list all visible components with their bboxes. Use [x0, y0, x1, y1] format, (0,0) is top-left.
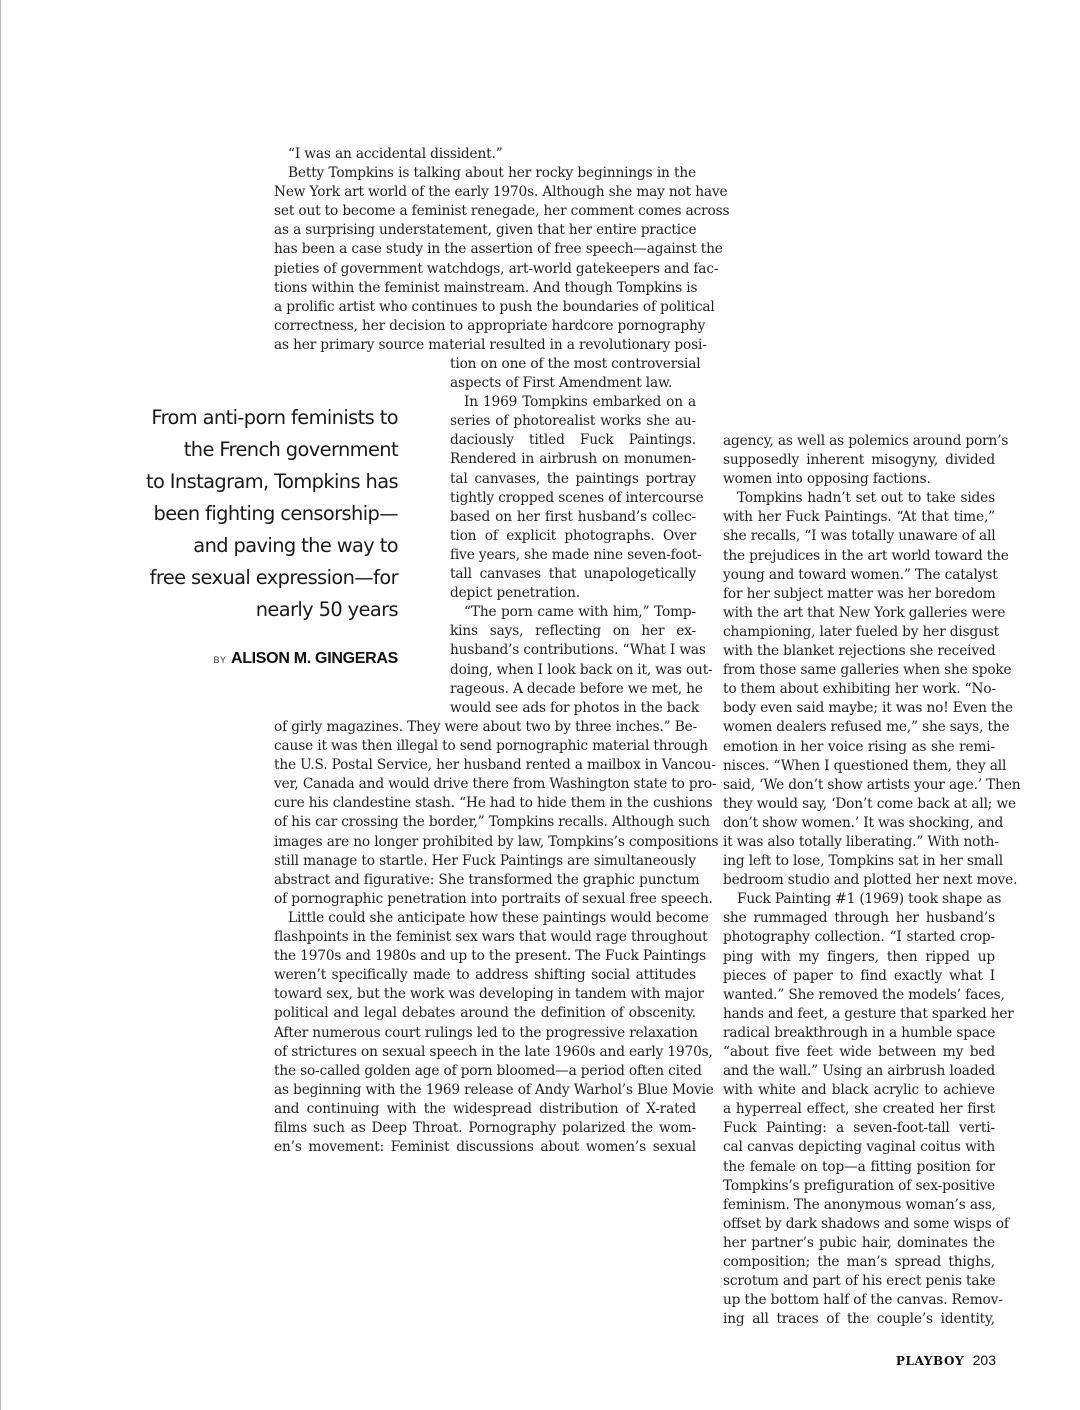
text-line: photography collection. “I started crop- [723, 929, 995, 946]
text-line: she recalls, “I was totally unaware of all [723, 528, 996, 545]
pull-quote-line: free sexual expression—for [149, 566, 398, 589]
text-line: tion on one of the most controversial [450, 356, 701, 372]
byline-author: ALISON M. GINGERAS [230, 650, 398, 667]
text-line: political and legal debates around the definition of obscenity. [274, 1005, 696, 1022]
text-line: it was also totally liberating.” With noth- [723, 833, 999, 850]
text-line: Rendered in airbrush on monumen- [450, 451, 696, 468]
text-line: cal canvas depicting vaginal coitus with [723, 1139, 995, 1156]
text-line: New York art world of the early 1970s. Although she may not have [274, 184, 728, 201]
text-line: from those same galleries when she spoke [723, 662, 1012, 679]
text-line: composition; the man’s spread thighs, [723, 1254, 995, 1271]
text-line: of girly magazines. They were about two by three inches.” Be- [274, 719, 698, 735]
text-line: of strictures on sexual speech in the late 1960s and early 1970s, [274, 1043, 713, 1060]
text-line: After numerous court rulings led to the progressive relaxation [274, 1024, 698, 1041]
text-line: with white and black acrylic to achieve [723, 1082, 995, 1099]
text-line: the 1970s and 1980s and up to the present. The Fuck Paintings [274, 948, 706, 965]
text-line: tal canvases, the paintings portray [450, 470, 696, 487]
pull-quote-line: the French government [183, 438, 398, 461]
text-line: and the wall.” Using an airbrush loaded [723, 1063, 995, 1080]
text-line: radical breakthrough in a humble space [723, 1024, 996, 1041]
page-number: 203 [972, 1352, 996, 1368]
magazine-name: PLAYBOY [895, 1354, 965, 1368]
text-line: cause it was then illegal to send pornographic material through [274, 738, 708, 755]
text-block-right-column [723, 432, 1021, 1329]
text-line: agency, as well as polemics around porn’s [723, 433, 1009, 449]
text-line: daciously titled Fuck Paintings. [450, 432, 696, 449]
pull-quote-line: to Instagram, Tompkins has [145, 470, 398, 493]
text-line: tion of explicit photographs. Over [450, 527, 696, 544]
text-line: flashpoints in the feminist sex wars that would rage throughout [274, 929, 708, 946]
text-line: offset by dark shadows and some wisps of [723, 1215, 1009, 1232]
text-line: the so-called golden age of porn bloomed—a period often cited [274, 1062, 702, 1079]
text-block-upper [274, 145, 730, 355]
text-line: a hyperreal effect, she created her first [723, 1101, 995, 1118]
text-line: series of photorealist works she au- [450, 413, 696, 430]
text-line: tightly cropped scenes of intercourse [450, 489, 704, 506]
text-line: a prolific artist who continues to push the boundaries of political [274, 298, 715, 315]
text-line: ping with my fingers, then ripped up [723, 948, 995, 965]
text-line: the prejudices in the art world toward the [723, 547, 1009, 564]
text-line: five years, she made nine seven-foot- [450, 546, 702, 563]
text-line: they would say, ‘Don’t come back at all; we [723, 795, 1016, 812]
text-line: bedroom studio and plotted her next move. [723, 872, 1018, 889]
text-line: kins says, reflecting on her ex- [450, 623, 696, 640]
text-line: said, ‘We don’t show artists your age.’ Then [723, 776, 1021, 793]
text-line: set out to become a feminist renegade, her comment comes across [274, 203, 730, 220]
text-line: husband’s contributions. “What I was [450, 642, 706, 659]
pull-quote-line: From anti-porn feminists to [151, 406, 398, 429]
text-line: ing all traces of the couple’s identity, [723, 1311, 995, 1328]
text-line: women into opposing factions. [723, 471, 931, 488]
text-line: her partner’s pubic hair, dominates the [723, 1234, 995, 1251]
text-line: to them about exhibiting her work. “No- [723, 681, 996, 698]
pull-quote-line: been fighting censorship— [153, 502, 398, 525]
text-line: doing, when I look back on it, was out- [450, 661, 713, 678]
text-line: ing left to lose, Tompkins sat in her small [723, 853, 1004, 870]
text-line: Tompkins hadn’t set out to take sides [737, 490, 995, 507]
text-line: based on her first husband’s collec- [450, 508, 696, 525]
text-line: ver, Canada and would drive there from Washington state to pro- [274, 776, 717, 793]
text-line: the female on top—a fitting position for [723, 1158, 995, 1175]
opening-quote: “I was an accidental dissident.” [288, 146, 503, 162]
text-line: “The porn came with him,” Tomp- [464, 604, 696, 621]
text-line: would see ads for photos in the back [450, 699, 700, 716]
byline [160, 650, 398, 668]
text-line: en’s movement: Feminist discussions about women’s sexual [274, 1139, 696, 1156]
pull-quote-line: and paving the way to [193, 534, 398, 557]
text-line: In 1969 Tompkins embarked on a [464, 394, 696, 411]
text-line: with her Fuck Paintings. “At that time,” [723, 509, 995, 526]
text-line: with the blanket rejections she received [723, 643, 996, 660]
text-block-narrow [450, 355, 713, 718]
text-line: Betty Tompkins is talking about her rocky beginnings in the [288, 165, 696, 182]
text-line: hands and feet, a gesture that sparked her [723, 1005, 1014, 1022]
pull-quote-line: nearly 50 years [255, 598, 398, 621]
text-line: emotion in her voice rising as she remi- [723, 738, 995, 755]
text-line: scrotum and part of his erect penis take [723, 1273, 996, 1290]
text-line: toward sex, but the work was developing in tandem with major [274, 986, 704, 1003]
text-line: don’t show women.’ It was shocking, and [723, 814, 1004, 831]
text-line: championing, later fueled by her disgust [723, 623, 999, 640]
text-line: body even said maybe; it was no! Even the [723, 700, 1013, 717]
text-line: has been a case study in the assertion of free speech—against the [274, 241, 723, 258]
text-line: as beginning with the 1969 release of Andy Warhol’s Blue Movie [274, 1081, 714, 1098]
text-line: Fuck Painting: a seven-foot-tall verti- [723, 1120, 995, 1137]
text-line: of pornographic penetration into portraits of sexual free speech. [274, 890, 713, 907]
text-line: abstract and figurative: She transformed the graphic punctum [274, 871, 700, 888]
text-line: depict penetration. [450, 585, 580, 602]
text-line: she rummaged through her husband’s [723, 910, 995, 927]
text-line: wanted.” She removed the models’ faces, [723, 986, 1005, 1003]
text-line: “about five feet wide between my bed [723, 1044, 995, 1060]
text-line: for her subject matter was her boredom [723, 585, 996, 602]
text-line: as a surprising understatement, given that her entire practice [274, 222, 697, 239]
text-line: Fuck Painting #1 (1969) took shape as [737, 891, 1002, 908]
text-line: of his car crossing the border,” Tompkins recalls. Although such [274, 814, 710, 831]
text-line: young and toward women.” The catalyst [723, 566, 998, 583]
text-line: as her primary source material resulted in a revolutionary posi- [274, 336, 707, 353]
text-line: images are no longer prohibited by law, Tompkins’s compositions [274, 833, 719, 850]
text-line: Tompkins’s prefiguration of sex-positive [723, 1177, 995, 1194]
text-line: with the art that New York galleries were [723, 604, 1006, 621]
text-line: up the bottom half of the canvas. Remov- [723, 1292, 1003, 1309]
text-line: cure his clandestine stash. “He had to hide them in the cushions [274, 795, 713, 812]
text-line: tall canvases that unapologetically [450, 566, 696, 583]
text-line: pieces of paper to find exactly what I [723, 967, 995, 984]
text-line: correctness, her decision to appropriate hardcore pornography [274, 317, 706, 334]
page-edge [0, 0, 1, 1410]
text-line: Little could she anticipate how these paintings would become [288, 909, 709, 926]
text-line: still manage to startle. Her Fuck Paintings are simultaneously [274, 852, 696, 869]
pull-quote [120, 402, 398, 626]
text-line: aspects of First Amendment law. [450, 375, 673, 392]
text-line: the U.S. Postal Service, her husband rented a mailbox in Vancou- [274, 757, 716, 774]
page-folio [896, 1352, 996, 1370]
text-line: and continuing with the widespread distribution of X-rated [274, 1100, 696, 1117]
text-line: nisces. “When I questioned them, they all [723, 757, 1007, 774]
byline-prefix: BY [213, 655, 227, 665]
text-line: supposedly inherent misogyny, divided [723, 452, 995, 469]
text-line: feminism. The anonymous woman’s ass, [723, 1196, 996, 1213]
text-line: tions within the feminist mainstream. And though Tompkins is [274, 279, 698, 296]
text-line: weren’t specifically made to address shifting social attitudes [274, 967, 696, 984]
text-line: rageous. A decade before we met, he [450, 680, 703, 697]
text-block-lower [274, 718, 719, 1157]
text-line: films such as Deep Throat. Pornography polarized the wom- [274, 1119, 696, 1136]
text-line: women dealers refused me,” she says, the [723, 719, 1010, 736]
text-line: pieties of government watchdogs, art-world gatekeepers and fac- [274, 260, 719, 277]
